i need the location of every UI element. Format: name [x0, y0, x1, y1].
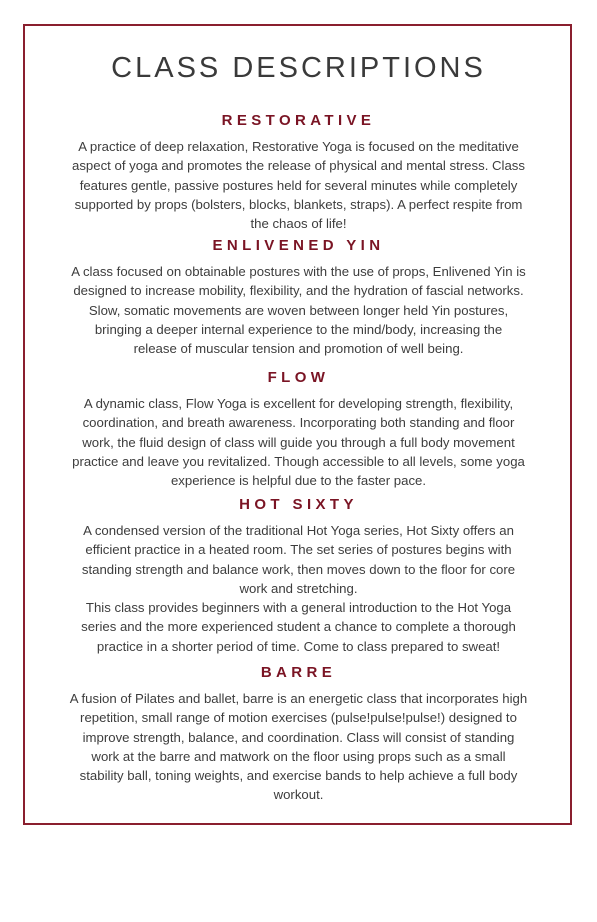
description-line: work and stretching.	[239, 580, 358, 596]
section-description-flow	[32, 394, 565, 490]
description-line: work, the fluid design of class will guide you through a full body movement	[82, 434, 515, 450]
section-description-barre	[32, 689, 565, 805]
description-line: work at the barre and matwork on the floor using props such as a small	[91, 748, 506, 764]
description-line: A practice of deep relaxation, Restorative Yoga is focused on the meditative	[78, 139, 519, 154]
description-line: Slow, somatic movements are woven between longer held Yin postures,	[88, 302, 509, 318]
description-line: A class focused on obtainable postures with the use of props, Enlivened Yin is	[71, 264, 526, 279]
section-description-hot-sixty-continued	[32, 598, 565, 656]
section-heading-barre: BARRE	[260, 664, 337, 681]
description-line: standing strength and balance work, then moves down to the floor for core	[81, 561, 516, 577]
description-line: efficient practice in a heated room. The set series of postures begins with	[85, 542, 512, 558]
description-line: A fusion of Pilates and ballet, barre is an energetic class that incorporates high	[69, 691, 528, 706]
section-description-enlivened-yin	[32, 262, 565, 358]
description-line: repetition, small range of motion exercises (pulse!pulse!pulse!) designed to	[80, 710, 517, 726]
description-line: stability ball, toning weights, and exercise bands to help achieve a full body	[79, 768, 518, 784]
description-line: features gentle, passive postures held for several minutes while completely	[79, 177, 518, 193]
description-line: A condensed version of the traditional Hot Yoga series, Hot Sixty offers an	[83, 523, 514, 538]
section-description-hot-sixty	[32, 521, 565, 598]
section-restorative	[32, 110, 565, 233]
description-line: designed to increase mobility, flexibility, and the hydration of fascial networks.	[73, 283, 524, 299]
description-line: This class provides beginners with a general introduction to the Hot Yoga	[85, 600, 512, 616]
section-barre	[32, 662, 565, 805]
description-line: workout.	[273, 787, 324, 803]
description-line: improve strength, balance, and coordination. Class will consist of standing	[82, 729, 515, 745]
description-line: release of muscular tension and promotion of well being.	[133, 341, 464, 357]
section-hot-sixty	[32, 494, 565, 656]
section-heading-enlivened-yin: ENLIVENED YIN	[212, 237, 385, 254]
description-line: aspect of yoga and promotes the release of physical and mental stress. Class	[71, 158, 525, 174]
section-flow	[32, 367, 565, 490]
description-line: the chaos of life!	[250, 216, 347, 232]
description-line: experience is helpful due to the faster pace.	[170, 473, 427, 489]
page-title: CLASS DESCRIPTIONS	[111, 52, 486, 84]
section-heading-restorative: RESTORATIVE	[221, 112, 376, 129]
description-line: A dynamic class, Flow Yoga is excellent for developing strength, flexibility,	[83, 396, 514, 411]
section-heading-flow: FLOW	[267, 369, 330, 386]
description-line: supported by props (bolsters, blocks, blankets, straps). A perfect respite from	[74, 196, 523, 212]
description-line: coordination, and breath awareness. Incorporating both standing and floor	[82, 415, 515, 431]
section-heading-hot-sixty: HOT SIXTY	[239, 496, 358, 513]
description-line: practice in a shorter period of time. Come to class prepared to sweat!	[96, 638, 501, 654]
description-line: bringing a deeper internal experience to the mind/body, increasing the	[94, 321, 503, 337]
description-line: series and the more experienced student a chance to complete a thorough	[81, 619, 516, 635]
section-description-restorative	[32, 137, 565, 233]
description-line: practice and leave you revitalized. Though accessible to all levels, some yoga	[72, 453, 525, 469]
section-enlivened-yin	[32, 235, 565, 358]
